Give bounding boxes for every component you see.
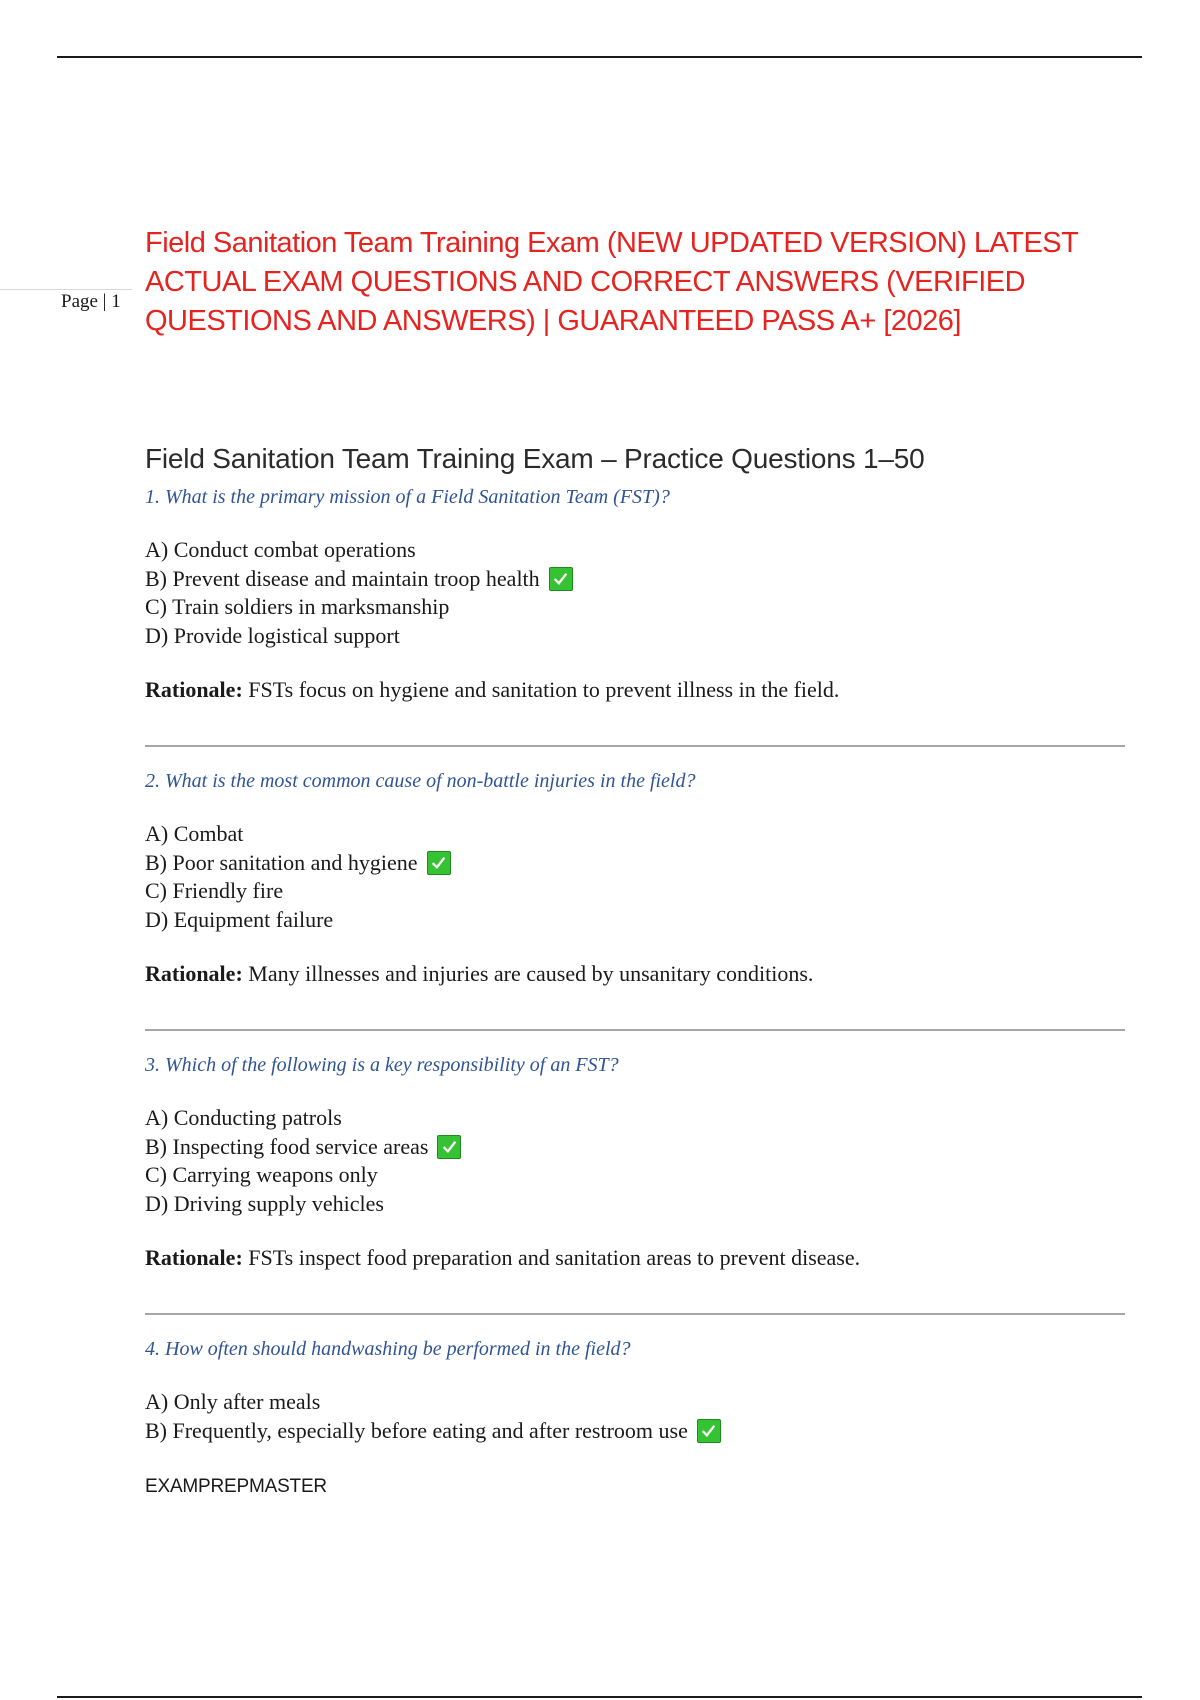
rationale-text: FSTs focus on hygiene and sanitation to prevent illness in the field. (248, 677, 840, 702)
option-a (145, 820, 1125, 849)
option-d (145, 622, 1125, 651)
question-divider (145, 1313, 1125, 1315)
option-c (145, 593, 1125, 622)
option-a (145, 536, 1125, 565)
option-b (145, 1417, 1125, 1446)
option-b (145, 565, 1125, 594)
question-3 (145, 1052, 1125, 1315)
answer-options (145, 536, 1125, 650)
option-label: A) Conducting patrols (145, 1105, 342, 1130)
question-1 (145, 484, 1125, 747)
option-label: B) Poor sanitation and hygiene (145, 849, 418, 875)
option-label: A) Combat (145, 821, 244, 846)
section-heading: Field Sanitation Team Training Exam – Practice Questions 1–50 (145, 443, 925, 474)
question-divider (145, 745, 1125, 747)
question-text: 4. How often should handwashing be performed in the field? (145, 1338, 631, 1360)
option-label: D) Equipment failure (145, 906, 334, 932)
option-a (145, 1104, 1125, 1133)
question-text: 2. What is the most common cause of non-battle injuries in the field? (145, 770, 696, 792)
option-a (145, 1388, 1125, 1417)
question-divider (145, 1029, 1125, 1031)
rationale (145, 676, 1125, 704)
option-label: A) Only after meals (145, 1389, 321, 1414)
footer-watermark: EXAMPREPMASTER (145, 1476, 327, 1497)
document-title: Field Sanitation Team Training Exam (NEW UPDATED VERSION) LATEST ACTUAL EXAM QUESTIONS AND CORRECT ANSWERS (VERIFIED QUESTIONS AND ANSWERS) | GUARANTEED PASS A+ [2026] (145, 227, 1078, 337)
option-label: C) Carrying weapons only (145, 1162, 378, 1187)
question-text: 1. What is the primary mission of a Field Sanitation Team (FST)? (145, 486, 670, 508)
rationale-text: Many illnesses and injuries are caused by unsanitary conditions. (248, 961, 814, 986)
page-number: Page | 1 (61, 291, 121, 312)
option-label: C) Friendly fire (145, 878, 284, 903)
check-box-icon (427, 851, 451, 875)
option-d (145, 1190, 1125, 1219)
option-label: D) Driving supply vehicles (145, 1190, 384, 1216)
check-box-icon (549, 567, 573, 591)
option-label: A) Conduct combat operations (145, 537, 416, 562)
rationale (145, 960, 1125, 988)
answer-options (145, 820, 1125, 934)
option-d (145, 906, 1125, 935)
option-b (145, 1133, 1125, 1162)
bottom-rule (57, 1696, 1142, 1698)
option-label: B) Prevent disease and maintain troop health (145, 565, 540, 591)
answer-options (145, 1104, 1125, 1218)
question-2 (145, 768, 1125, 1031)
top-rule (57, 56, 1142, 58)
page-number-rule (0, 289, 132, 290)
check-box-icon (697, 1419, 721, 1443)
answer-options (145, 1388, 1125, 1445)
question-text: 3. Which of the following is a key responsibility of an FST? (145, 1054, 619, 1076)
option-c (145, 877, 1125, 906)
option-b (145, 849, 1125, 878)
question-4 (145, 1336, 1125, 1445)
rationale-label: Rationale: (145, 1245, 243, 1270)
rationale-label: Rationale: (145, 961, 243, 986)
check-box-icon (437, 1135, 461, 1159)
rationale (145, 1244, 1125, 1272)
option-label: B) Inspecting food service areas (145, 1133, 429, 1159)
option-label: C) Train soldiers in marksmanship (145, 594, 450, 619)
option-c (145, 1161, 1125, 1190)
option-label: B) Frequently, especially before eating and after restroom use (145, 1417, 688, 1443)
rationale-label: Rationale: (145, 677, 243, 702)
option-label: D) Provide logistical support (145, 622, 400, 648)
rationale-text: FSTs inspect food preparation and sanitation areas to prevent disease. (248, 1245, 861, 1270)
